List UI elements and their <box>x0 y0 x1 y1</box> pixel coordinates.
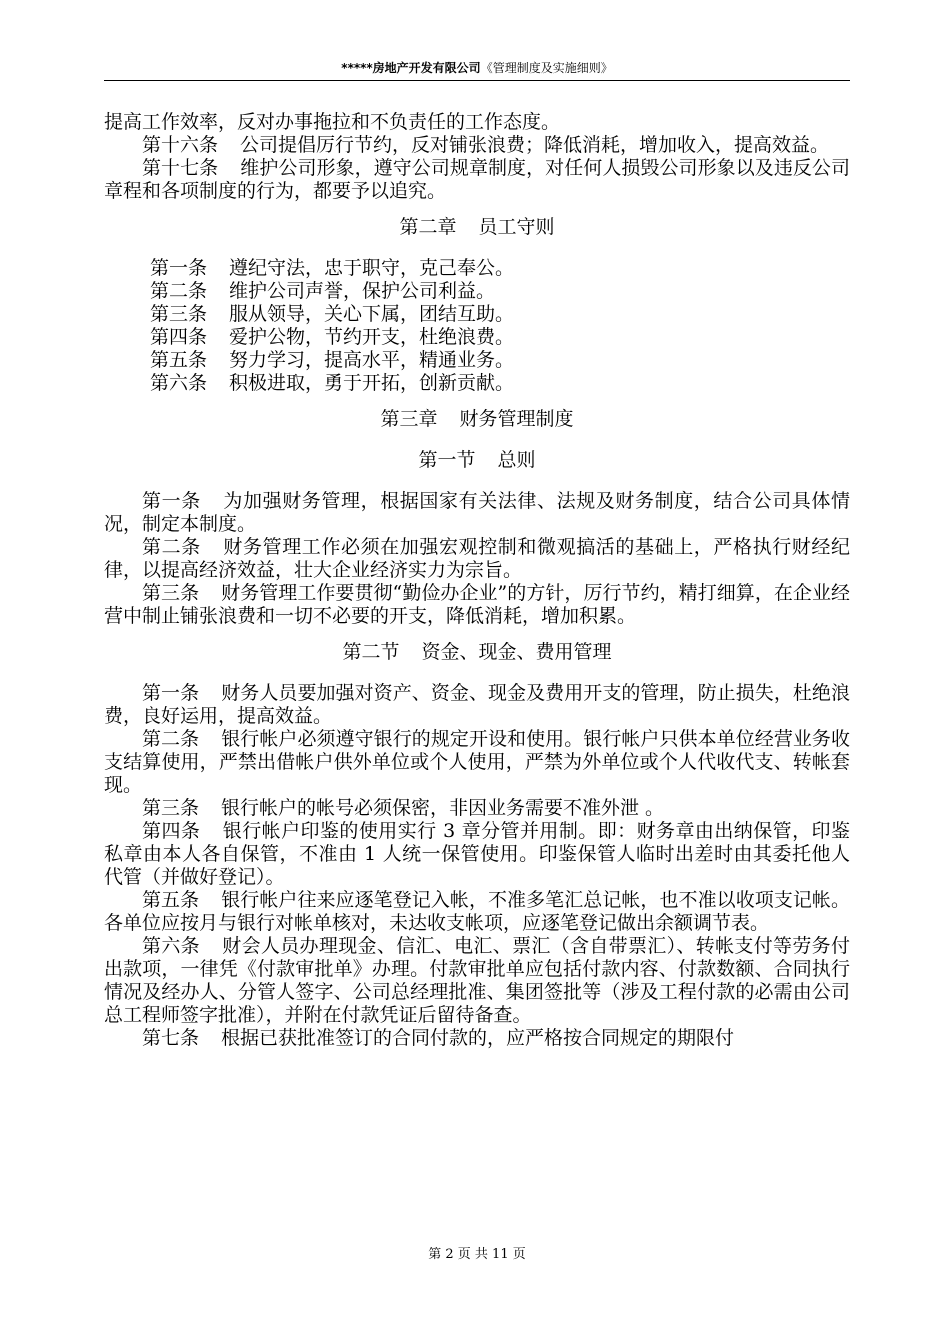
list-item: 第三条 服从领导，关心下属，团结互助。 <box>150 303 515 325</box>
document-body <box>104 111 850 1050</box>
article-16: 第十六条 公司提倡厉行节约，反对铺张浪费；降低消耗，增加收入，提高效益。 <box>142 134 830 156</box>
header-rule <box>104 80 850 81</box>
paragraph: 提高工作效率，反对办事拖拉和不负责任的工作态度。 <box>104 111 561 133</box>
chapter-3-heading: 第三章 财务管理制度 <box>380 408 574 430</box>
article: 第七条 根据已获批准签订的合同付款的，应严格按合同规定的期限付 <box>142 1027 735 1049</box>
article: 第二条 银行帐户必须遵守银行的规定开设和使用。银行帐户只供本单位经营业务收支结算使用，严禁出借帐户供外单位或个人使用，严禁为外单位或个人代收代支、转帐套现。 <box>104 728 850 796</box>
company-name: *****房地产开发有限公司 <box>341 61 481 75</box>
page-header <box>104 58 850 78</box>
article: 第四条 银行帐户印鉴的使用实行 3 章分管并用制。即：财务章由出纳保管，印鉴私章由本人各自保管，不准由 1 人统一保管使用。印鉴保管人临时出差时由其委托他人代管（并做好登记）。 <box>104 820 850 888</box>
article: 第三条 财务管理工作要贯彻“勤俭办企业”的方针，厉行节约，精打细算，在企业经营中制止铺张浪费和一切不必要的开支，降低消耗，增加积累。 <box>104 582 850 627</box>
list-item: 第一条 遵纪守法，忠于职守，克己奉公。 <box>150 257 515 279</box>
section-1-heading: 第一节 总则 <box>418 449 536 471</box>
article: 第二条 财务管理工作必须在加强宏观控制和微观搞活的基础上，严格执行财经纪律，以提高经济效益，壮大企业经济实力为宗旨。 <box>104 536 850 581</box>
article: 第六条 财会人员办理现金、信汇、电汇、票汇（含自带票汇）、转帐支付等劳务付出款项，一律凭《付款审批单》办理。付款审批单应包括付款内容、付款数额、合同执行情况及经办人、分管人签字、公司总经理批准、集团签批等（涉及工程付款的必需由公司总工程师签字批准），并附在付款凭证后留待备查。 <box>104 935 850 1026</box>
list-item: 第四条 爱护公物，节约开支，杜绝浪费。 <box>150 326 515 348</box>
chapter-2-heading: 第二章 员工守则 <box>399 216 555 238</box>
document-title: 《管理制度及实施细则》 <box>480 61 613 75</box>
article: 第一条 财务人员要加强对资产、资金、现金及费用开支的管理，防止损失，杜绝浪费，良好运用，提高效益。 <box>104 682 850 727</box>
article: 第三条 银行帐户的帐号必须保密，非因业务需要不准外泄 。 <box>142 797 665 819</box>
list-item: 第二条 维护公司声誉，保护公司利益。 <box>150 280 496 302</box>
article: 第一条 为加强财务管理，根据国家有关法律、法规及财务制度，结合公司具体情况，制定本制度。 <box>104 490 850 535</box>
page-footer: 第 2 页 共 11 页 <box>428 1247 526 1262</box>
list-item: 第五条 努力学习，提高水平，精通业务。 <box>150 349 515 371</box>
list-item: 第六条 积极进取，勇于开拓，创新贡献。 <box>150 372 515 394</box>
section-2-heading: 第二节 资金、现金、费用管理 <box>342 641 612 663</box>
article-17: 第十七条 维护公司形象，遵守公司规章制度，对任何人损毁公司形象以及违反公司章程和各项制度的行为，都要予以追究。 <box>104 157 850 202</box>
article: 第五条 银行帐户往来应逐笔登记入帐，不准多笔汇总记帐，也不准以收项支记帐。各单位应按月与银行对帐单核对，未达收支帐项，应逐笔登记做出余额调节表。 <box>104 889 850 934</box>
